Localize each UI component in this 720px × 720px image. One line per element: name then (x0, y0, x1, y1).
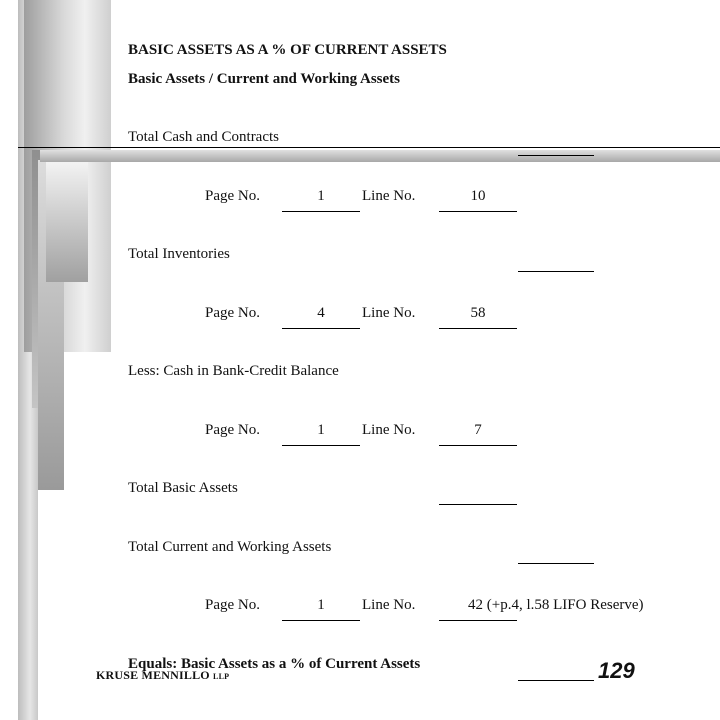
current-assets-label: Total Current and Working Assets (128, 539, 332, 555)
inventories-label: Total Inventories (128, 246, 230, 262)
cash-amount-blank (518, 155, 594, 156)
decorative-bar-5 (46, 160, 88, 282)
page-subtitle: Basic Assets / Current and Working Assets (128, 71, 400, 87)
equals-label: Equals: Basic Assets as a % of Current Assets (128, 656, 421, 672)
current-line-blank (439, 620, 517, 621)
inventories-page-value: 4 (317, 305, 325, 321)
basic-assets-blank (439, 504, 517, 505)
cash-line-label: Line No. (362, 188, 416, 204)
cash-page-label: Page No. (205, 188, 260, 204)
current-line-value: 42 (+p.4, l.58 LIFO Reserve) (468, 597, 644, 613)
cash-line-value: 10 (470, 188, 486, 204)
firm-name-text: KRUSE MENNILLO (96, 668, 210, 682)
cash-line-blank (439, 211, 517, 212)
inventories-page-blank (282, 328, 360, 329)
less-line-value: 7 (474, 422, 482, 438)
current-page-blank (282, 620, 360, 621)
inventories-amount-blank (518, 271, 594, 272)
current-line-label: Line No. (362, 597, 416, 613)
firm-name (96, 668, 229, 684)
current-page-value: 1 (317, 597, 325, 613)
page-title: BASIC ASSETS AS A % OF CURRENT ASSETS (128, 42, 447, 58)
cash-page-value: 1 (317, 188, 325, 204)
inventories-line-label: Line No. (362, 305, 416, 321)
less-line-label: Line No. (362, 422, 416, 438)
inventories-line-value: 58 (470, 305, 486, 321)
less-label: Less: Cash in Bank-Credit Balance (128, 363, 339, 379)
less-page-label: Page No. (205, 422, 260, 438)
basic-assets-label: Total Basic Assets (128, 480, 238, 496)
cash-label: Total Cash and Contracts (128, 129, 280, 145)
inventories-page-label: Page No. (205, 305, 260, 321)
current-page-label: Page No. (205, 597, 260, 613)
less-page-blank (282, 445, 360, 446)
current-assets-blank (518, 563, 594, 564)
page-number: 129 (598, 658, 635, 683)
inventories-line-blank (439, 328, 517, 329)
less-line-blank (439, 445, 517, 446)
decorative-strip (40, 150, 720, 162)
cash-page-blank (282, 211, 360, 212)
header-divider (18, 147, 720, 148)
less-page-value: 1 (317, 422, 325, 438)
firm-suffix: LLP (213, 672, 230, 681)
equals-blank (518, 680, 594, 681)
